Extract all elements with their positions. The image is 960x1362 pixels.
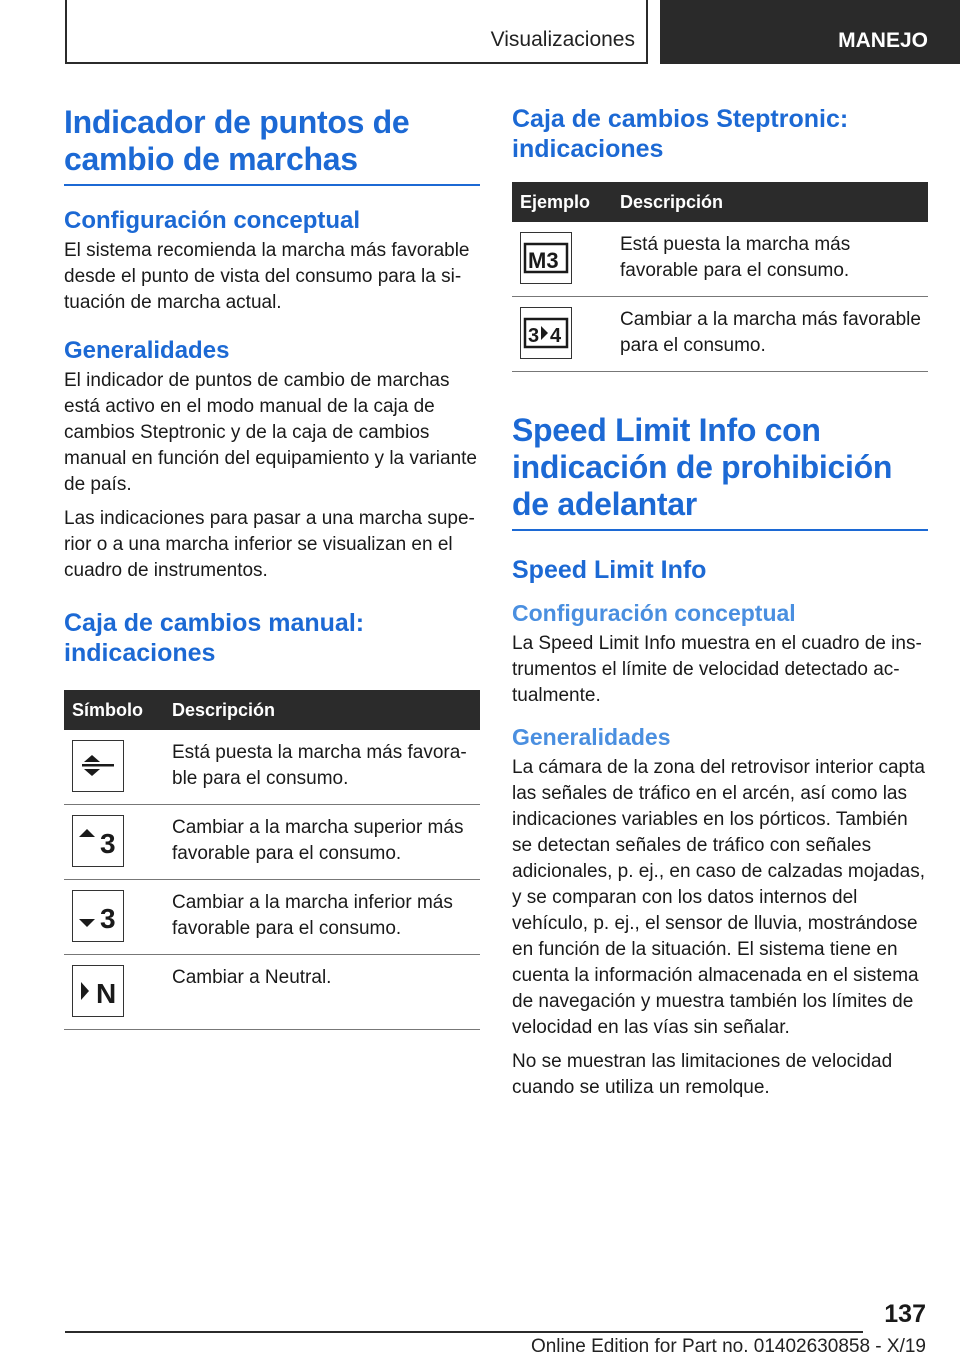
table-header-symbol: Símbolo [64, 690, 164, 730]
footer-rule [65, 1331, 863, 1333]
table-row [512, 297, 928, 372]
3-to-4-gear-icon [520, 307, 572, 359]
general-heading: Generalidades [64, 337, 230, 364]
downshift-3-icon [72, 890, 124, 942]
svg-text:3: 3 [528, 325, 540, 347]
general-paragraph-2: Las indicaciones para pasar a una marcha superior o a una marcha inferior se visualizan en el cuadro de instrumentos. [64, 508, 475, 581]
general-paragraph-1: El indicador de puntos de cambio de marchas está activo en el modo manual de la caja de cambios Steptronic y de la caja de cambios manual en función del equipamiento y la variante de país. [64, 370, 477, 495]
svg-text:3: 3 [100, 828, 116, 858]
manual-gearbox-table [64, 690, 480, 1030]
table-row [64, 730, 480, 805]
row-description: Cambiar a la marcha superior más favorable para el consumo. [164, 805, 480, 880]
header-section-title: Visualizaciones [490, 28, 635, 51]
row-description: Cambiar a la marcha inferior más favorable para el consumo. [164, 880, 480, 955]
row-description: Está puesta la marcha más favorable para el consumo. [612, 222, 928, 297]
sli-general-heading: Generalidades [512, 724, 671, 750]
sli-concept-text: La Speed Limit Info muestra en el cuadro de instrumentos el límite de velocidad detectado actualmente. [512, 633, 922, 706]
concept-heading: Configuración conceptual [64, 207, 361, 234]
speed-limit-title: Speed Limit Info con indicación de prohibición de adelantar [512, 412, 928, 531]
speed-limit-info-heading: Speed Limit Info [512, 556, 707, 584]
footer-edition-text: Online Edition for Part no. 01402630858 - X/19 [530, 1336, 926, 1357]
sli-general-paragraph-2: No se muestran las limitaciones de velocidad cuando se utiliza un remolque. [512, 1051, 893, 1098]
table-row [64, 880, 480, 955]
steptronic-heading: Caja de cambios Steptronic: indicaciones [512, 105, 849, 163]
table-row [512, 222, 928, 297]
manual-gearbox-heading: Caja de cambios manual: indicaciones [64, 609, 365, 667]
m3-gear-icon [520, 232, 572, 284]
left-column [64, 104, 480, 1030]
header-chapter-tab: MANEJO [660, 0, 960, 64]
neutral-n-icon [72, 965, 124, 1017]
table-row [64, 955, 480, 1030]
shift-indicator-title: Indicador de puntos de cambio de marchas [64, 104, 480, 186]
table-row [64, 805, 480, 880]
sli-concept-heading: Configuración conceptual [512, 600, 796, 626]
svg-text:4: 4 [550, 325, 562, 347]
table-header-description: Descripción [164, 690, 480, 730]
concept-text: El sistema recomienda la marcha más favorable desde el punto de vista del consumo para la situación de marcha actual. [64, 240, 470, 313]
table-header-row [512, 182, 928, 222]
table-header-row [64, 690, 480, 730]
sli-general-paragraph-1: La cámara de la zona del retrovisor interior capta las señales de tráfico en el arcén, así como las indicaciones variables en los pórticos. También se detectan señales de tráfico con señales adicionales, p. ej., en caso de calzadas mojadas, y se comparan con los datos internos del vehículo, p. ej., el sensor de lluvia, mostrándose en función de la situación. El sistema tiene en cuenta la información almacenada en el sistema de navegación y muestra también los límites de velocidad en las vías sin señalar. [512, 757, 925, 1038]
shift-optimal-icon [72, 740, 124, 792]
svg-text:N: N [96, 978, 117, 1008]
right-column [512, 104, 928, 1101]
svg-text:M3: M3 [528, 248, 559, 273]
upshift-3-icon [72, 815, 124, 867]
page-number: 137 [884, 1300, 926, 1328]
row-description: Cambiar a la marcha más favorable para el consumo. [612, 297, 928, 372]
svg-text:3: 3 [100, 903, 116, 933]
table-header-example: Ejemplo [512, 182, 612, 222]
row-description: Cambiar a Neutral. [164, 955, 480, 1030]
row-description: Está puesta la marcha más favorable para el consumo. [164, 730, 480, 805]
table-header-description: Descripción [612, 182, 928, 222]
steptronic-table [512, 182, 928, 372]
